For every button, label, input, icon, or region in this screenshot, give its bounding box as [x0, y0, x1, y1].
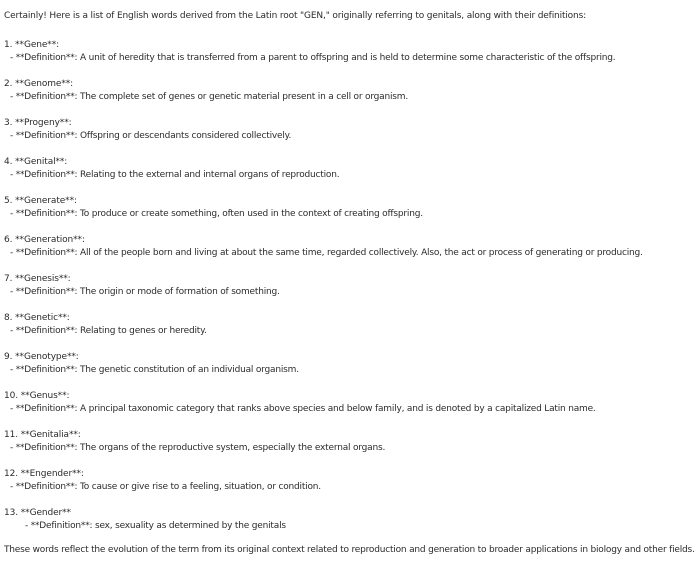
- term-label: 12. **Engender**:: [4, 469, 84, 479]
- term-label: 9. **Genotype**:: [4, 352, 79, 362]
- list-item: [4, 195, 423, 221]
- term-label: 7. **Genesis**:: [4, 274, 71, 284]
- list-item: [4, 507, 286, 533]
- term-label: 6. **Generation**:: [4, 235, 85, 245]
- definition-text: - **Definition**: All of the people born and living at about the same time, regarded collectively. Also, the act or process of generating or producing.: [10, 248, 643, 258]
- definition-text: - **Definition**: Relating to genes or heredity.: [10, 326, 207, 336]
- list-item: [4, 39, 615, 65]
- definition-text: - **Definition**: The origin or mode of formation of something.: [10, 287, 280, 297]
- term-label: 3. **Progeny**:: [4, 118, 72, 128]
- list-item: [4, 78, 408, 104]
- term-label: 5. **Generate**:: [4, 196, 77, 206]
- intro-text: Certainly! Here is a list of English words derived from the Latin root "GEN," originally referring to genitals, along with their definitions:: [4, 11, 587, 21]
- term-label: 10. **Genus**:: [4, 391, 70, 401]
- term-label: 11. **Genitalia**:: [4, 430, 81, 440]
- list-item: [4, 468, 321, 494]
- list-item: [4, 234, 643, 260]
- definition-text: - **Definition**: sex, sexuality as determined by the genitals: [25, 521, 286, 531]
- term-label: 8. **Genetic**:: [4, 313, 70, 323]
- list-item: [4, 312, 207, 338]
- definition-text: - **Definition**: To cause or give rise to a feeling, situation, or condition.: [10, 482, 321, 492]
- list-item: [4, 390, 596, 416]
- list-item: [4, 117, 291, 143]
- definition-text: - **Definition**: The genetic constitution of an individual organism.: [10, 365, 299, 375]
- definition-text: - **Definition**: A unit of heredity that is transferred from a parent to offspring and is held to determine some characteristic of the offspring.: [10, 53, 616, 63]
- term-label: 13. **Gender**: [4, 508, 71, 518]
- list-item: [4, 351, 299, 377]
- list-item: [4, 156, 339, 182]
- definition-text: - **Definition**: To produce or create something, often used in the context of creating offspring.: [10, 209, 423, 219]
- list-item: [4, 429, 385, 455]
- term-label: 1. **Gene**:: [4, 40, 60, 50]
- definition-text: - **Definition**: A principal taxonomic category that ranks above species and below family, and is denoted by a capitalized Latin name.: [10, 404, 596, 414]
- outro-text: These words reflect the evolution of the term from its original context related to reproduction and generation to broader applications in biology and other fields.: [4, 545, 695, 555]
- term-label: 2. **Genome**:: [4, 79, 74, 89]
- definition-text: - **Definition**: The organs of the reproductive system, especially the external organs.: [10, 443, 386, 453]
- definition-text: - **Definition**: The complete set of genes or genetic material present in a cell or organism.: [10, 92, 409, 102]
- definition-text: - **Definition**: Offspring or descendants considered collectively.: [10, 131, 292, 141]
- definition-text: - **Definition**: Relating to the external and internal organs of reproduction.: [10, 170, 340, 180]
- list-item: [4, 273, 280, 299]
- term-label: 4. **Genital**:: [4, 157, 68, 167]
